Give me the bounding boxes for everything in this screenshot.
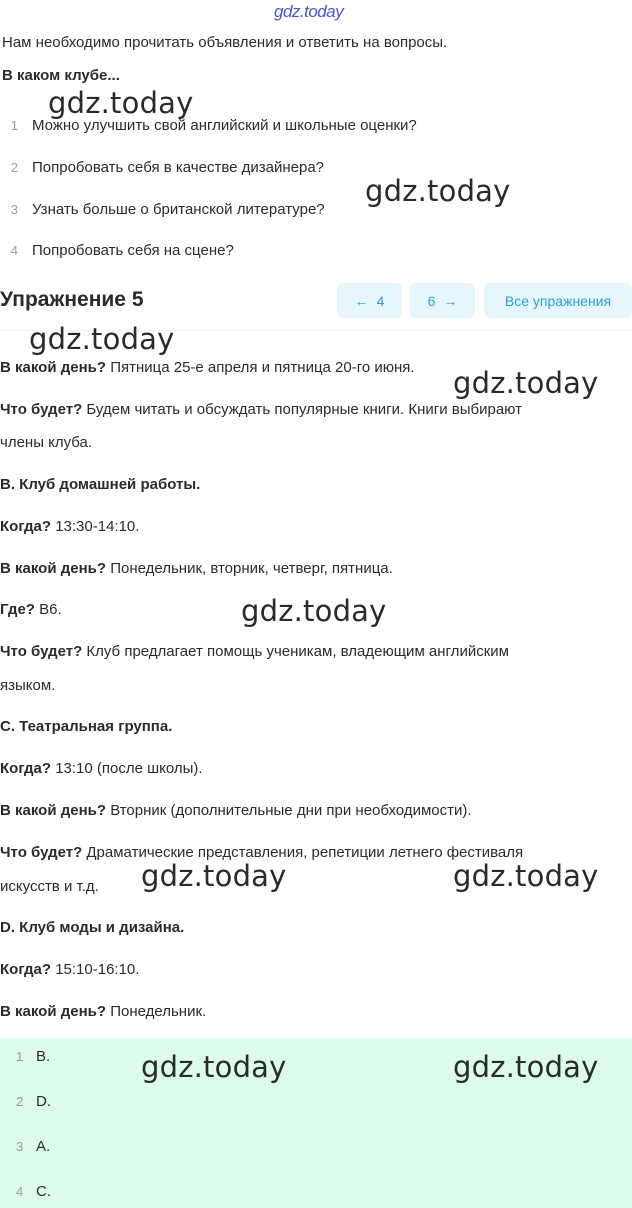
line-bold: В какой день? [0, 560, 107, 577]
content-line [0, 518, 139, 535]
line-text: Клуб предлагает помощь ученикам, владеющим английским [82, 643, 509, 660]
line-bold: Что будет? [0, 844, 83, 861]
watermark: gdz.today [365, 174, 511, 208]
answer-item [16, 1138, 50, 1155]
answer-number: 1 [16, 1049, 24, 1064]
question-subheading: В каком клубе... [2, 67, 120, 84]
site-logo[interactable]: gdz.today [274, 2, 344, 21]
content-line [0, 718, 172, 735]
line-bold: Когда? [0, 760, 52, 777]
content-line [0, 601, 62, 618]
content-line [0, 802, 472, 819]
all-exercises-button[interactable] [484, 283, 632, 318]
exercise-title: Упражнение 5 [0, 288, 144, 311]
question-item [2, 242, 234, 259]
line-bold: Когда? [0, 518, 52, 535]
question-text: Попробовать себя в качестве дизайнера? [32, 159, 325, 176]
line-text: языком. [0, 677, 56, 694]
line-text: 15:10-16:10. [51, 961, 140, 978]
line-bold: Где? [0, 601, 35, 618]
line-text: Понедельник. [106, 1003, 207, 1020]
arrow-left-icon: ← [354, 292, 369, 309]
content-line [0, 878, 99, 895]
answer-text: D. [36, 1093, 51, 1110]
question-text: Попробовать себя на сцене? [32, 242, 234, 259]
content-line [0, 434, 92, 451]
line-text: 13:30-14:10. [51, 518, 140, 535]
content-line [0, 560, 393, 577]
content-line [0, 401, 522, 418]
line-bold: Что будет? [0, 643, 83, 660]
question-text: Можно улучшить свой английский и школьные оценки? [32, 117, 417, 134]
all-exercises-label: Все упражнения [504, 292, 612, 309]
question-item [2, 159, 324, 176]
prev-exercise-button[interactable] [337, 283, 402, 318]
answer-item [16, 1093, 51, 1110]
answer-number: 2 [16, 1094, 24, 1109]
answer-number: 4 [16, 1184, 24, 1199]
content-line [0, 760, 203, 777]
answer-item [16, 1048, 50, 1065]
line-text: искусств и т.д. [0, 878, 99, 895]
content-line [0, 643, 509, 660]
watermark: gdz.today [141, 859, 287, 893]
content-line [0, 677, 55, 694]
content-line [0, 919, 184, 936]
line-bold: D. Клуб моды и дизайна. [0, 919, 185, 936]
watermark: gdz.today [453, 859, 599, 893]
next-exercise-button[interactable] [410, 283, 475, 318]
question-text: Узнать больше о британской литературе? [32, 201, 325, 218]
answer-text: B. [36, 1048, 51, 1065]
answer-text: A. [36, 1138, 51, 1155]
answer-item [16, 1183, 51, 1200]
watermark: gdz.today [29, 322, 175, 356]
content-line [0, 1003, 206, 1020]
watermark: gdz.today [141, 1050, 287, 1084]
task-intro: Нам необходимо прочитать объявления и ответить на вопросы. [2, 34, 448, 51]
answer-text: C. [36, 1183, 51, 1200]
line-text: 13:10 (после школы). [51, 760, 203, 777]
line-text: B6. [34, 601, 62, 618]
question-number: 3 [10, 202, 18, 217]
question-number: 2 [10, 160, 18, 175]
watermark: gdz.today [453, 366, 599, 400]
line-bold: В какой день? [0, 802, 107, 819]
question-number: 1 [10, 118, 18, 133]
next-exercise-label: 6 [427, 292, 436, 309]
watermark: gdz.today [241, 594, 387, 628]
line-text: члены клуба. [0, 434, 93, 451]
line-text: Будем читать и обсуждать популярные книги. Книги выбирают [82, 401, 522, 418]
content-line [0, 961, 139, 978]
line-bold: C. Театральная группа. [0, 718, 173, 735]
watermark: gdz.today [48, 86, 194, 120]
line-text: Вторник (дополнительные дни при необходимости). [106, 802, 472, 819]
line-bold: Что будет? [0, 401, 83, 418]
question-number: 4 [10, 243, 18, 258]
line-bold: B. Клуб домашней работы. [0, 476, 201, 493]
content-line [0, 359, 415, 376]
line-text: Драматические представления, репетиции летнего фестиваля [82, 844, 524, 861]
line-bold: Когда? [0, 961, 52, 978]
line-bold: В какой день? [0, 359, 107, 376]
prev-exercise-label: 4 [376, 292, 385, 309]
content-line [0, 476, 200, 493]
question-item [2, 201, 325, 218]
line-text: Понедельник, вторник, четверг, пятница. [106, 560, 393, 577]
line-text: Пятница 25-е апреля и пятница 20-го июня. [106, 359, 415, 376]
watermark: gdz.today [453, 1050, 599, 1084]
answer-number: 3 [16, 1139, 24, 1154]
line-bold: В какой день? [0, 1003, 107, 1020]
arrow-right-icon: → [443, 292, 458, 309]
